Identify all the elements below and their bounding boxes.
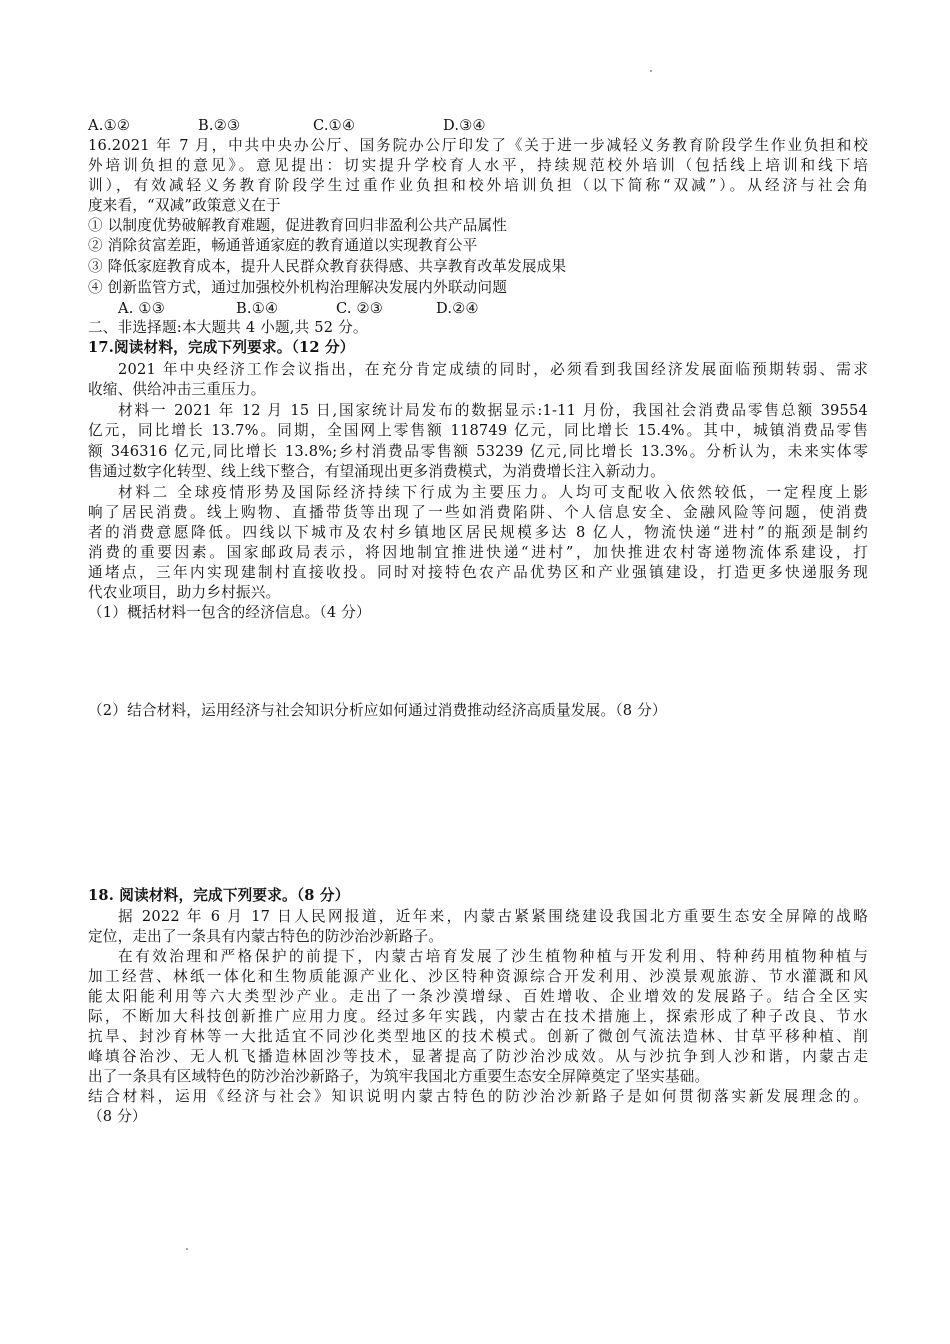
q18-para-line: 在有效治理和严格保护的前提下，内蒙古培育发展了沙生植物种植与开发利用、特种药用植物种植与 <box>118 948 868 965</box>
q17-para-line: 亿元，同比增长 13.7%。同期，全国网上零售额 118749 亿元，同比增长 15.4%。其中，城镇消费品零售 <box>88 422 868 439</box>
q15-option-a[interactable]: A.①② <box>88 117 131 134</box>
q17-para-line: 材料一 2021 年 12 月 15 日,国家统计局发布的数据显示:1-11 月份，我国社会消费品零售总额 39554 <box>118 402 868 419</box>
q18-para-line: 抗旱、封沙育林等一大批适宜不同沙化类型地区的技术模式。创新了微创气流法造林、甘草平移种植、削 <box>88 1028 868 1045</box>
q17-para-line: 售通过数字化转型、线上线下整合，有望涌现出更多消费模式，为消费增长注入新动力。 <box>88 463 665 480</box>
top-mark <box>650 70 652 72</box>
q18-para-line: 出了一条具有区域特色的防沙治沙新路子，为筑牢我国北方重要生态安全屏障奠定了坚实基础。 <box>88 1068 710 1085</box>
q16-item-1: ① 以制度优势破解教育难题，促进教育回归非盈利公共产品属性 <box>88 217 508 234</box>
q16-item-2: ② 消除贫富差距，畅通普通家庭的教育通道以实现教育公平 <box>88 237 478 254</box>
q17-para-line: 额 346316 亿元,同比增长 13.8%;乡村消费品零售额 53239 亿元,同比增长 13.3%。分析认为，未来实体零 <box>88 443 868 460</box>
q17-para-line: 通堵点，三年内实现建制村直接收投。同时对接特色农产品优势区和产业强镇建设，打造更多快递服务现 <box>88 564 868 581</box>
q17-para-line: 代农业项目，助力乡村振兴。 <box>88 584 281 601</box>
q18-para-line: 能太阳能利用等六大类型沙产业。走出了一条沙漠增绿、百姓增收、企业增效的发展路子。结合全区实 <box>88 988 868 1005</box>
q16-option-d[interactable]: D.②④ <box>436 300 479 317</box>
q16-item-4: ④ 创新监管方式，通过加强校外机构治理解决发展内外联动问题 <box>88 279 508 296</box>
q18-para-line: 定位，走出了一条具有内蒙古特色的防沙治沙新路子。 <box>88 928 444 945</box>
q16-option-a[interactable]: A. ①③ <box>118 300 165 317</box>
q17-title: 17.阅读材料，完成下列要求。（12 分） <box>88 339 355 356</box>
bottom-mark <box>186 1248 188 1250</box>
q16-stem-line: 外培训负担的意见》。意见提出：切实提升学校育人水平，持续规范校外培训（包括线上培训和线下培 <box>88 157 868 174</box>
q17-para-line: 者的消费意愿降低。四线以下城市及农村乡镇地区居民规模多达 8 亿人，物流快递“进村”的瓶颈是制约 <box>88 524 868 541</box>
q17-para-line: 消费的重要因素。国家邮政局表示，将因地制宜推进快递“进村”，加快推进农村寄递物流体系建设，打 <box>88 544 868 561</box>
q17-sub-question-2: （2）结合材料，运用经济与社会知识分析应如何通过消费推动经济高质量发展。（8 分） <box>88 702 667 719</box>
q16-stem-line: 训），有效减轻义务教育阶段学生过重作业负担和校外培训负担（以下简称“双减”）。从经济与社会角 <box>88 177 868 194</box>
q16-stem-line: 度来看，“双减”政策意义在于 <box>88 197 281 214</box>
q16-stem-line: 16.2021 年 7 月，中共中央办公厅、国务院办公厅印发了《关于进一步减轻义务教育阶段学生作业负担和校 <box>88 137 868 154</box>
q15-option-c[interactable]: C.①④ <box>313 117 356 134</box>
q17-para-line: 2021 年中央经济工作会议指出，在充分肯定成绩的同时，必须看到我国经济发展面临预期转弱、需求 <box>118 361 868 378</box>
q18-para-line: 峰填谷治沙、无人机飞播造林固沙等技术，显著提高了防沙治沙成效。从与沙抗争到人沙和谐，内蒙古走 <box>88 1048 868 1065</box>
q17-para-line: 响了居民消费。线上购物、直播带货等出现了一些如消费陷阱、个人信息安全、金融风险等问题，使消费 <box>88 504 868 521</box>
q18-para-line: 际，不断加大科技创新推广应用力度。经过多年实践，内蒙古在技术措施上，探索形成了种子改良、节水 <box>88 1008 868 1025</box>
q16-option-b[interactable]: B.①④ <box>236 300 279 317</box>
q18-question-line: （8 分） <box>88 1108 147 1125</box>
section-heading: 二、非选择题:本大题共 4 小题,共 52 分。 <box>88 319 368 336</box>
q15-option-d[interactable]: D.③④ <box>443 117 486 134</box>
q18-question-line: 结合材料，运用《经济与社会》知识说明内蒙古特色的防沙治沙新路子是如何贯彻落实新发展理念的。 <box>88 1088 868 1105</box>
q18-title: 18. 阅读材料，完成下列要求。（8 分） <box>88 887 350 904</box>
q17-sub-question-1: （1）概括材料一包含的经济信息。（4 分） <box>88 604 371 621</box>
q16-option-c[interactable]: C. ②③ <box>336 300 384 317</box>
q18-para-line: 据 2022 年 6 月 17 日人民网报道，近年来，内蒙古紧紧围绕建设我国北方重要生态安全屏障的战略 <box>118 908 868 925</box>
q17-para-line: 收缩、供给冲击三重压力。 <box>88 381 266 398</box>
q16-item-3: ③ 降低家庭教育成本，提升人民群众教育获得感、共享教育改革发展成果 <box>88 258 567 275</box>
q15-options <box>88 116 868 136</box>
q17-para-line: 材料二 全球疫情形势及国际经济持续下行成为主要压力。人均可支配收入依然较低，一定程度上影 <box>118 484 868 501</box>
q15-option-b[interactable]: B.②③ <box>198 117 241 134</box>
q18-para-line: 加工经营、林纸一体化和生物质能源产业化、沙区特种资源综合开发利用、沙漠景观旅游、节水灌溉和风 <box>88 968 868 985</box>
q16-options <box>118 299 898 319</box>
